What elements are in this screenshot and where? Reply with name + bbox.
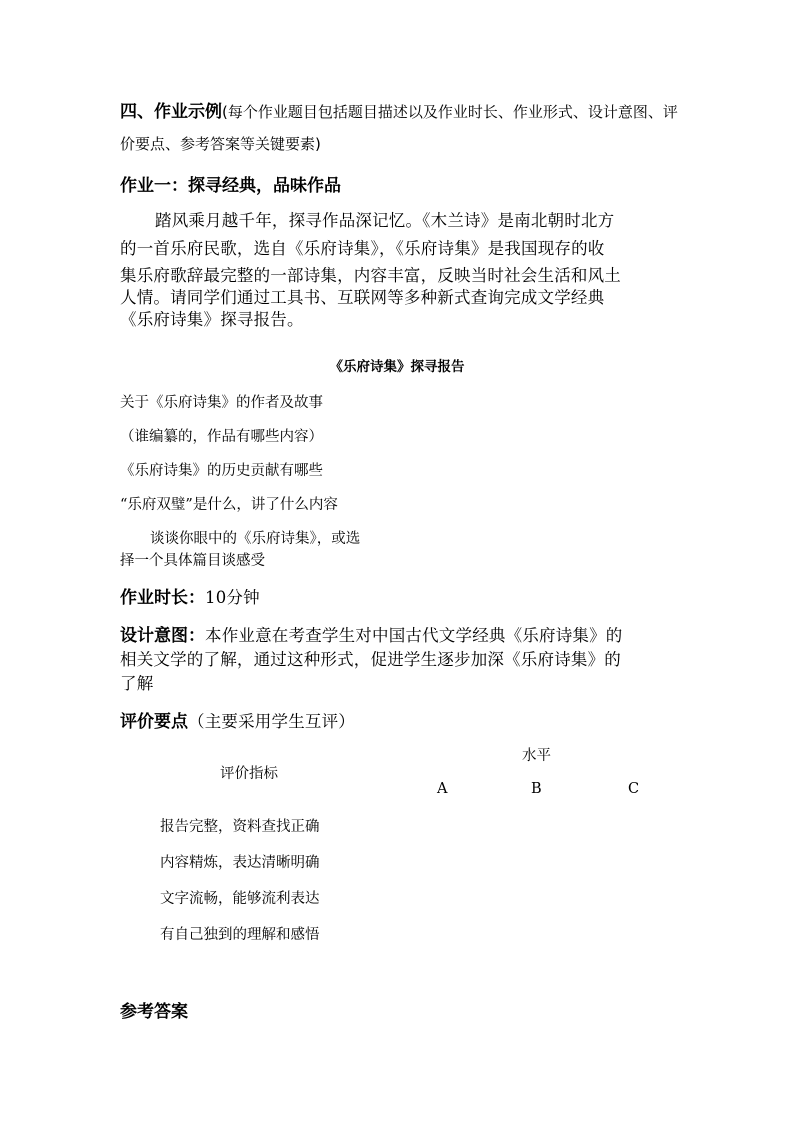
assignment-desc-line: 集乐府歌辞最完整的一部诗集，内容丰富，反映当时社会生活和风土	[120, 266, 621, 285]
design-text-line2: 相关文学的了解，通过这种形式，促进学生逐步加深《乐府诗集》的	[120, 650, 621, 669]
assignment-desc-line: 人情。请同学们通过工具书、互联网等多种新式查询完成文学经典	[120, 288, 605, 307]
col-level-header: 水平	[522, 748, 551, 764]
section-heading-line1	[120, 97, 678, 122]
report-item: （谁编纂的，作品有哪些内容）	[120, 429, 323, 445]
level-a: A	[437, 781, 448, 797]
report-item: 关于《乐府诗集》的作者及故事	[120, 395, 323, 411]
report-item-line1: 谈谈你眼中的《乐府诗集》，或选	[150, 531, 361, 547]
criterion-row: 报告完整，资料查找正确	[160, 819, 320, 835]
assignment-desc-line: 的一首乐府民歌，选自《乐府诗集》，《乐府诗集》是我国现存的收	[120, 239, 605, 258]
section-note-line2: 价要点、参考答案等关键要素)	[120, 135, 321, 153]
answer-heading: 参考答案	[120, 1002, 188, 1022]
section-note-line1: (每个作业题目包括题目描述以及作业时长、作业形式、设计意图、评	[222, 103, 678, 121]
level-c: C	[628, 781, 640, 797]
design-text-line1: 本作业意在考查学生对中国古代文学经典《乐府诗集》的	[205, 626, 623, 645]
assignment-desc-line: 踏风乘月越千年，探寻作品深记忆。《木兰诗》是南北朝时北方	[155, 211, 615, 230]
design-row	[120, 621, 623, 646]
evaluation-heading	[120, 707, 355, 732]
report-item: 《乐府诗集》的历史贡献有哪些	[120, 463, 323, 479]
criterion-row: 内容精炼，表达清晰明确	[160, 855, 320, 871]
evaluation-note: （主要采用学生互评）	[188, 712, 355, 731]
design-label: 设计意图：	[120, 626, 205, 646]
design-text-line3: 了解	[120, 674, 154, 693]
report-item-line2: 择一个具体篇目谈感受	[120, 553, 265, 569]
duration-label: 作业时长：	[120, 588, 205, 608]
assignment-desc-line: 《乐府诗集》探寻报告。	[120, 310, 304, 329]
duration-value: 10分钟	[205, 588, 260, 607]
evaluation-label: 评价要点	[120, 712, 188, 732]
section-heading: 四、作业示例	[120, 102, 222, 122]
level-b: B	[531, 781, 542, 797]
report-item: “乐府双璧”是什么，讲了什么内容	[120, 497, 338, 513]
duration-row	[120, 583, 260, 608]
criterion-row: 有自己独到的理解和感悟	[160, 927, 320, 943]
report-title: 《乐府诗集》探寻报告	[329, 359, 465, 375]
col-indicator-header: 评价指标	[220, 766, 278, 782]
criterion-row: 文字流畅，能够流利表达	[160, 891, 320, 907]
assignment-title: 作业一：探寻经典，品味作品	[120, 176, 341, 196]
